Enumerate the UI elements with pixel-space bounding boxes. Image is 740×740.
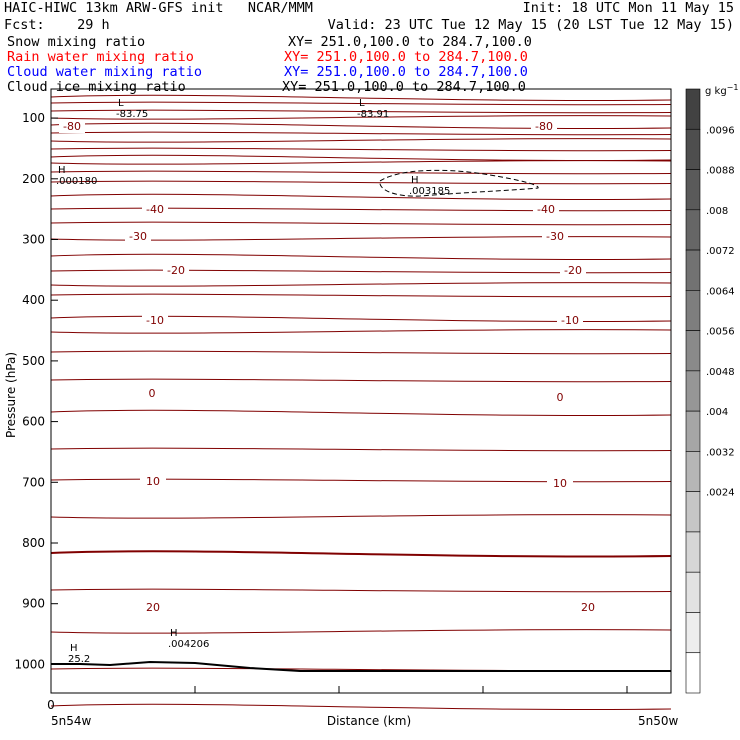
contour-label-14: 20 <box>146 601 160 614</box>
extremum-value-4: 25.2 <box>68 654 91 665</box>
isotherm-8 <box>51 155 671 160</box>
field-snow-xy: XY= 251.0,100.0 to 284.7,100.0 <box>288 34 532 50</box>
y-tick-label-4: 500 <box>22 353 45 368</box>
isotherm-29 <box>51 589 671 592</box>
colorbar-level-9: .0024 <box>706 487 735 499</box>
field-cloudice-xy: XY= 251.0,100.0 to 284.7,100.0 <box>282 79 526 95</box>
isotherm-lines <box>51 95 671 740</box>
header-line1-right: Init: 18 UTC Mon 11 May 15 <box>522 0 734 16</box>
contour-label-6: -20 <box>167 264 185 277</box>
y-tick-label-5: 600 <box>22 414 45 429</box>
y-tick-label-2: 300 <box>22 232 45 247</box>
colorbar-level-5: .0056 <box>706 326 735 338</box>
extremum-type-3: H <box>411 175 419 186</box>
contour-label-15: 20 <box>581 601 595 614</box>
extremum-type-5: H <box>170 628 178 639</box>
isotherm-27 <box>51 515 671 518</box>
extremum-value-0: -83.75 <box>116 109 149 120</box>
isotherm-30 <box>51 630 671 633</box>
colorbar-level-0: .0096 <box>706 125 735 137</box>
field-cloudwater-xy: XY= 251.0,100.0 to 284.7,100.0 <box>284 64 528 80</box>
isotherm-32 <box>51 704 671 709</box>
colorbar-unit <box>705 83 738 97</box>
extremum-value-2: .000180 <box>56 176 98 187</box>
colorbar-swatch-7 <box>686 371 700 411</box>
isotherm-10 <box>51 171 671 174</box>
colorbar-swatch-2 <box>686 170 700 210</box>
contour-label-3: -40 <box>537 203 555 216</box>
colorbar-level-7: .004 <box>706 407 729 419</box>
x-axis-ticks <box>51 686 627 693</box>
header-line2-right: Valid: 23 UTC Tue 12 May 15 (20 LST Tue 12 May 15) <box>327 17 734 33</box>
isotherm-7 <box>51 148 671 151</box>
colorbar-swatch-13 <box>686 612 700 652</box>
colorbar <box>686 89 735 693</box>
colorbar-level-8: .0032 <box>706 447 735 459</box>
isotherm-9 <box>51 161 671 164</box>
isotherm-6 <box>51 139 671 142</box>
contour-label-9: -10 <box>561 314 579 327</box>
colorbar-level-4: .0064 <box>706 286 735 298</box>
field-rain-xy: XY= 251.0,100.0 to 284.7,100.0 <box>284 49 528 65</box>
colorbar-swatch-5 <box>686 290 700 330</box>
isotherm-19 <box>51 294 671 297</box>
y-tick-label-8: 900 <box>22 596 45 611</box>
y-tick-label-9: 1000 <box>14 657 45 672</box>
contour-label-1: -80 <box>535 120 553 133</box>
extremum-type-2: H <box>58 165 66 176</box>
extremum-value-5: .004206 <box>168 639 210 650</box>
colorbar-level-1: .0088 <box>706 165 735 177</box>
isotherm-5 <box>51 132 671 135</box>
contour-label-7: -20 <box>564 264 582 277</box>
y-tick-label-0: 100 <box>22 111 45 126</box>
extremum-value-3: .003185 <box>409 186 451 197</box>
y-tick-label-6: 700 <box>22 475 45 490</box>
contour-label-13: 10 <box>553 477 567 490</box>
contour-label-8: -10 <box>146 314 164 327</box>
isotherm-14 <box>51 222 671 225</box>
x-axis-label: Distance (km) <box>326 714 412 728</box>
colorbar-swatch-12 <box>686 572 700 612</box>
contour-label-2: -40 <box>146 203 164 216</box>
colorbar-swatch-6 <box>686 331 700 371</box>
extremum-value-1: -83.91 <box>357 109 390 120</box>
contour-label-12: 10 <box>146 475 160 488</box>
header-line1-left: HAIC-HIWC 13km ARW-GFS init NCAR/MMM <box>4 0 313 16</box>
colorbar-swatch-0 <box>686 89 700 129</box>
contour-label-0: -80 <box>63 120 81 133</box>
y-tick-label-1: 200 <box>22 171 45 186</box>
contour-label-11: 0 <box>556 391 564 404</box>
isotherm-28 <box>51 551 671 556</box>
contour-label-5: -30 <box>546 230 564 243</box>
y-tick-label-3: 400 <box>22 293 45 308</box>
isotherm-22 <box>51 351 671 354</box>
field-cloudice-name: Cloud ice mixing ratio <box>7 79 186 95</box>
isotherm-23 <box>51 379 671 382</box>
colorbar-swatch-4 <box>686 250 700 290</box>
colorbar-swatch-10 <box>686 492 700 532</box>
y-tick-label-7: 800 <box>22 536 45 550</box>
contour-label-4: -30 <box>129 230 147 243</box>
colorbar-level-3: .0072 <box>706 246 735 258</box>
colorbar-swatch-9 <box>686 451 700 491</box>
x-tick-label-0: 0 <box>47 698 55 712</box>
y-axis-label: Pressure (hPa) <box>4 351 18 439</box>
isotherm-24 <box>51 410 671 415</box>
colorbar-swatch-11 <box>686 532 700 572</box>
isotherm-18 <box>51 283 671 286</box>
colorbar-swatch-3 <box>686 210 700 250</box>
colorbar-swatch-14 <box>686 653 700 693</box>
svg-text:g kg−1: g $kg^{-1}$ <box>705 83 739 97</box>
colorbar-level-2: .008 <box>706 205 729 217</box>
header-line2-left: Fcst: 29 h <box>4 17 110 33</box>
colorbar-level-6: .0048 <box>706 366 735 378</box>
x-end-label-right: 5n50w <box>638 714 679 728</box>
x-end-label-left: 5n54w <box>51 714 92 728</box>
isotherm-4 <box>51 123 671 128</box>
extremum-type-1: L <box>359 98 365 109</box>
isotherm-25 <box>51 448 671 451</box>
colorbar-swatch-1 <box>686 129 700 169</box>
contour-label-10: 0 <box>148 387 156 400</box>
isotherm-12 <box>51 194 671 199</box>
field-snow-name: Snow mixing ratio <box>7 34 146 50</box>
isotherm-21 <box>51 330 671 333</box>
extremum-type-0: L <box>118 98 124 109</box>
isotherm-16 <box>51 254 671 259</box>
field-cloudwater-name: Cloud water mixing ratio <box>7 64 203 80</box>
field-rain-name: Rain water mixing ratio <box>7 49 194 65</box>
colorbar-swatch-8 <box>686 411 700 451</box>
isotherm-11 <box>51 181 671 184</box>
extremum-type-4: H <box>70 643 78 654</box>
